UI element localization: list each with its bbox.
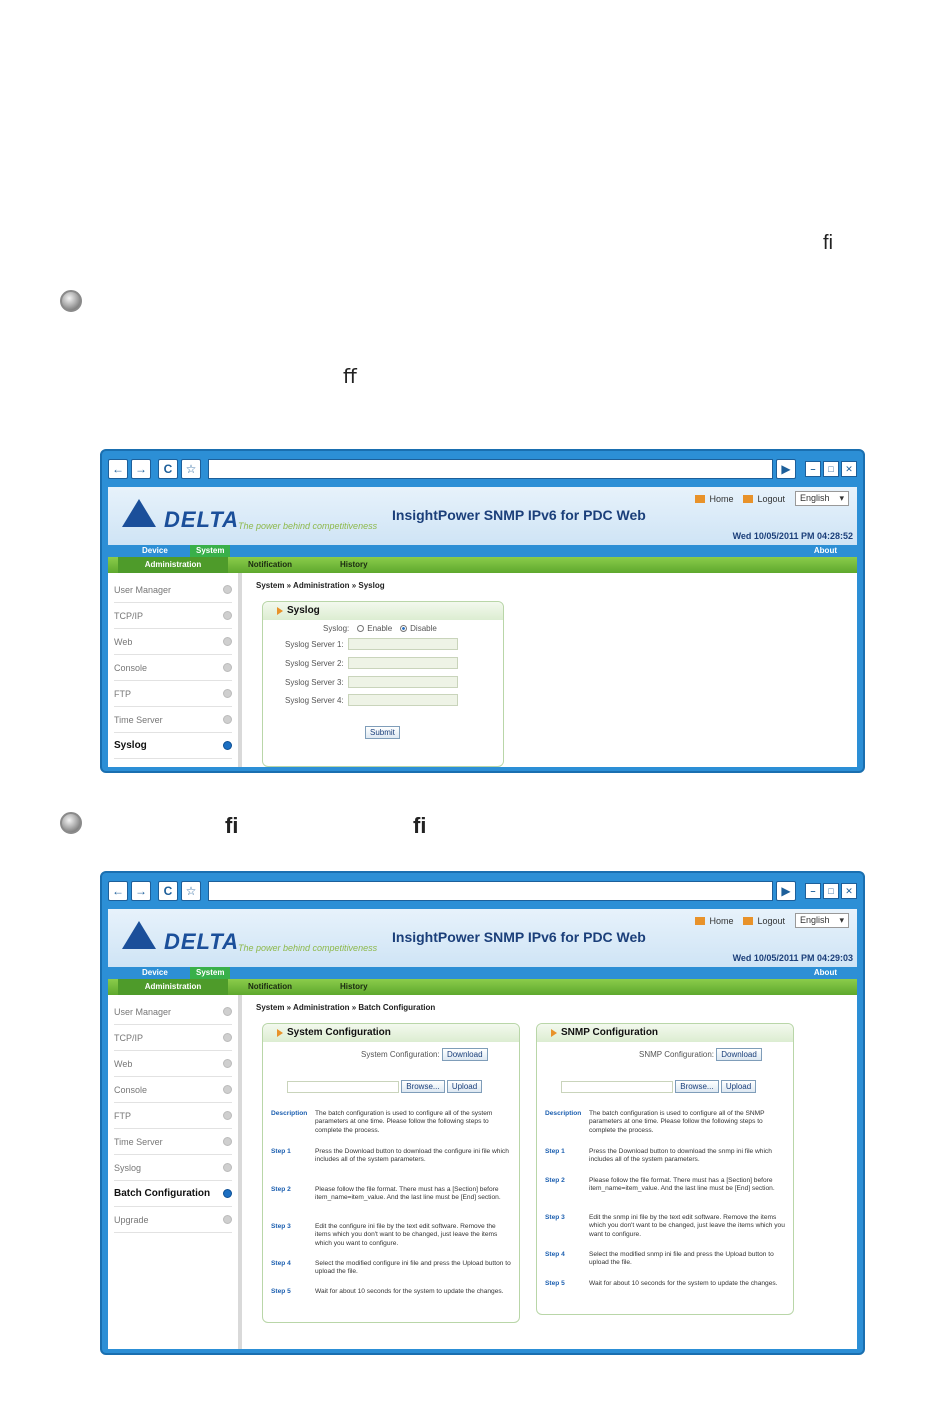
- sidebar-item-syslog[interactable]: Syslog: [114, 1155, 232, 1181]
- breadcrumb: System » Administration » Batch Configuration: [256, 1003, 436, 1012]
- star-icon[interactable]: ☆: [181, 881, 201, 901]
- circle-arrow-icon: [223, 1137, 232, 1146]
- app-title: InsightPower SNMP IPv6 for PDC Web: [392, 929, 646, 945]
- panel-title: System Configuration: [263, 1024, 519, 1042]
- tab-system[interactable]: System: [190, 545, 230, 557]
- chevron-down-icon: ▾: [839, 493, 844, 503]
- tab-history[interactable]: History: [340, 982, 368, 991]
- sidebar-item-time-server[interactable]: Time Server: [114, 1129, 232, 1155]
- file-path-field[interactable]: [561, 1081, 673, 1093]
- tab-administration[interactable]: Administration: [118, 557, 228, 573]
- circle-arrow-icon: [223, 715, 232, 724]
- main-content: [242, 573, 857, 767]
- submit-button[interactable]: Submit: [365, 726, 400, 739]
- go-icon[interactable]: ▶: [776, 459, 796, 479]
- sidebar-item-upgrade[interactable]: Upgrade: [114, 1207, 232, 1233]
- sidebar-item-syslog[interactable]: Syslog: [114, 733, 232, 759]
- web-page: [108, 909, 857, 1349]
- ligature-glyph: ﬀ: [343, 366, 357, 388]
- chevron-down-icon: ▾: [839, 915, 844, 925]
- address-bar[interactable]: [208, 881, 773, 901]
- home-icon: [695, 917, 705, 925]
- sidebar-item-user-manager[interactable]: User Manager: [114, 577, 232, 603]
- logout-icon: [743, 495, 753, 503]
- logo: DELTA: [164, 929, 240, 954]
- close-icon[interactable]: ✕: [841, 883, 857, 899]
- datetime: Wed 10/05/2011 PM 04:28:52: [732, 531, 853, 541]
- circle-arrow-icon: [223, 1007, 232, 1016]
- minimize-icon[interactable]: –: [805, 461, 821, 477]
- delta-logo-icon: [122, 921, 156, 949]
- main-nav: [108, 545, 857, 557]
- circle-arrow-icon: [223, 741, 232, 750]
- circle-arrow-icon: [223, 637, 232, 646]
- star-icon[interactable]: ☆: [181, 459, 201, 479]
- syslog-server-2-field[interactable]: [348, 657, 458, 669]
- sidebar-item-tcpip[interactable]: TCP/IP: [114, 1025, 232, 1051]
- main-content: [242, 995, 857, 1349]
- browser-window: [100, 449, 865, 773]
- minimize-icon[interactable]: –: [805, 883, 821, 899]
- sidebar-item-user-manager[interactable]: User Manager: [114, 999, 232, 1025]
- tab-device[interactable]: Device: [142, 968, 168, 977]
- language-select[interactable]: English ▾: [795, 491, 849, 506]
- web-page: [108, 487, 857, 767]
- panel-title: SNMP Configuration: [537, 1024, 793, 1042]
- delta-logo-icon: [122, 499, 156, 527]
- tagline: The power behind competitiveness: [238, 521, 378, 531]
- syslog-server-4-field[interactable]: [348, 694, 458, 706]
- system-configuration-panel: System Configuration System Configuration: Download Browse... Upload Description The batch configuration is used to configure all of the system parameters at one time. Please follow the following steps to complete the process. Step 1 Press the Download button to download the configure ini file which includes all of the system parameters. Step 2 Please follow the file format. There must has a [Section] before item_name=item_value. And the last line must be [End] section. Step 3 Edit the configure ini file by the text edit software. Remove the items which you don't want to be changed, just leave the items which you want to configure. Step 4 Select the modified configure ini file and press the Upload button to upload the file. Step 5 Wait for about 10 seconds for the system to update the changes.: [262, 1023, 520, 1323]
- ligature-glyph: ﬁ: [823, 232, 833, 254]
- syslog-server-1-field[interactable]: [348, 638, 458, 650]
- download-button[interactable]: Download: [442, 1048, 488, 1061]
- language-select[interactable]: English ▾: [795, 913, 849, 928]
- circle-arrow-icon: [223, 1163, 232, 1172]
- page-header: [108, 487, 857, 545]
- browse-button[interactable]: Browse...: [675, 1080, 718, 1093]
- syslog-panel: Syslog Syslog: Enable Disable Syslog Server 1: Syslog Server 2: Syslog Server 3: Syslog Server 4: Submit: [262, 601, 504, 767]
- home-link[interactable]: Home: [695, 494, 733, 504]
- address-bar[interactable]: [208, 459, 773, 479]
- circle-arrow-icon: [223, 1111, 232, 1120]
- sub-nav: [108, 557, 857, 573]
- sidebar-item-batch-configuration[interactable]: Batch Configuration: [114, 1181, 232, 1207]
- instructions: Description The batch configuration is used to configure all of the SNMP parameters at one time. Please follow the following steps to complete the process. Step 1 Press the Download button to download the snmp ini file which includes all of the system parameters. Step 2 Please follow the file format. There must has a [Section] before item_name=item_value. And the last line must be [End] section. Step 3 Edit the snmp ini file by the text edit software. Remove the items which you don't want to be changed, just leave the items which you want to configure. Step 4 Select the modified snmp ini file and press the Upload button to upload the file. Step 5 Wait for about 10 seconds for the system to update the changes.: [545, 1110, 785, 1287]
- circle-arrow-icon: [223, 1085, 232, 1094]
- browse-button[interactable]: Browse...: [401, 1080, 444, 1093]
- home-icon: [695, 495, 705, 503]
- logout-link[interactable]: Logout: [743, 494, 785, 504]
- circle-arrow-icon: [223, 1033, 232, 1042]
- snmp-configuration-panel: SNMP Configuration SNMP Configuration: Download Browse... Upload Description The batch configuration is used to configure all of the SNMP parameters at one time. Please follow the following steps to complete the process. Step 1 Press the Download button to download the snmp ini file which includes all of the system parameters. Step 2 Please follow the file format. There must has a [Section] before item_name=item_value. And the last line must be [End] section. Step 3 Edit the snmp ini file by the text edit software. Remove the items which you don't want to be changed, just leave the items which you want to configure. Step 4 Select the modified snmp ini file and press the Upload button to upload the file. Step 5 Wait for about 10 seconds for the system to update the changes.: [536, 1023, 794, 1315]
- bullet-icon: [60, 290, 82, 312]
- enable-radio[interactable]: [357, 625, 364, 632]
- panel-title: Syslog: [263, 602, 503, 620]
- app-title: InsightPower SNMP IPv6 for PDC Web: [392, 507, 646, 523]
- go-icon[interactable]: ▶: [776, 881, 796, 901]
- sidebar-item-ftp[interactable]: FTP: [114, 1103, 232, 1129]
- breadcrumb: System » Administration » Syslog: [256, 581, 385, 590]
- datetime: Wed 10/05/2011 PM 04:29:03: [732, 953, 853, 963]
- tab-device[interactable]: Device: [142, 546, 168, 555]
- syslog-toggle-row: Syslog: Enable Disable: [323, 624, 437, 633]
- sidebar: [108, 573, 242, 767]
- maximize-icon[interactable]: □: [823, 883, 839, 899]
- file-path-field[interactable]: [287, 1081, 399, 1093]
- tab-system[interactable]: System: [190, 967, 230, 979]
- forward-arrow-icon[interactable]: →: [131, 881, 151, 901]
- browser-toolbar: [108, 457, 857, 481]
- tab-history[interactable]: History: [340, 560, 368, 569]
- tab-notification[interactable]: Notification: [248, 560, 292, 569]
- upload-button[interactable]: Upload: [721, 1080, 756, 1093]
- refresh-icon[interactable]: C: [158, 459, 178, 479]
- syslog-server-3-field[interactable]: [348, 676, 458, 688]
- close-icon[interactable]: ✕: [841, 461, 857, 477]
- instructions: Description The batch configuration is used to configure all of the system parameters at one time. Please follow the following steps to complete the process. Step 1 Press the Download button to download the configure ini file which includes all of the system parameters. Step 2 Please follow the file format. There must has a [Section] before item_name=item_value. And the last line must be [End] section. Step 3 Edit the configure ini file by the text edit software. Remove the items which you don't want to be changed, just leave the items which you want to configure. Step 4 Select the modified configure ini file and press the Upload button to upload the file. Step 5 Wait for about 10 seconds for the system to update the changes.: [271, 1110, 511, 1295]
- sidebar-item-console[interactable]: Console: [114, 1077, 232, 1103]
- circle-arrow-icon: [223, 585, 232, 594]
- sidebar-item-time-server[interactable]: Time Server: [114, 707, 232, 733]
- page-header: [108, 909, 857, 967]
- tagline: The power behind competitiveness: [238, 943, 378, 953]
- about-link[interactable]: About: [813, 968, 837, 977]
- sidebar-item-tcpip[interactable]: TCP/IP: [114, 603, 232, 629]
- refresh-icon[interactable]: C: [158, 881, 178, 901]
- ligature-glyph: ﬁ: [225, 813, 239, 838]
- circle-arrow-icon: [223, 663, 232, 672]
- sidebar: [108, 995, 242, 1349]
- download-button[interactable]: Download: [716, 1048, 762, 1061]
- forward-arrow-icon[interactable]: →: [131, 459, 151, 479]
- sidebar-item-console[interactable]: Console: [114, 655, 232, 681]
- disable-radio[interactable]: [400, 625, 407, 632]
- tab-administration[interactable]: Administration: [118, 979, 228, 995]
- sidebar-item-web[interactable]: Web: [114, 629, 232, 655]
- circle-arrow-icon: [223, 689, 232, 698]
- sub-nav: [108, 979, 857, 995]
- home-link[interactable]: Home: [695, 916, 733, 926]
- browser-toolbar: [108, 879, 857, 903]
- logout-icon: [743, 917, 753, 925]
- bullet-icon: [60, 812, 82, 834]
- back-arrow-icon[interactable]: ←: [108, 881, 128, 901]
- tab-notification[interactable]: Notification: [248, 982, 292, 991]
- upload-button[interactable]: Upload: [447, 1080, 482, 1093]
- circle-arrow-icon: [223, 611, 232, 620]
- maximize-icon[interactable]: □: [823, 461, 839, 477]
- back-arrow-icon[interactable]: ←: [108, 459, 128, 479]
- circle-arrow-icon: [223, 1215, 232, 1224]
- browser-window: [100, 871, 865, 1355]
- sidebar-item-web[interactable]: Web: [114, 1051, 232, 1077]
- circle-arrow-icon: [223, 1189, 232, 1198]
- circle-arrow-icon: [223, 1059, 232, 1068]
- ligature-glyph: ﬁ: [413, 813, 427, 838]
- about-link[interactable]: About: [813, 546, 837, 555]
- sidebar-item-ftp[interactable]: FTP: [114, 681, 232, 707]
- main-nav: [108, 967, 857, 979]
- logout-link[interactable]: Logout: [743, 916, 785, 926]
- logo: DELTA: [164, 507, 240, 532]
